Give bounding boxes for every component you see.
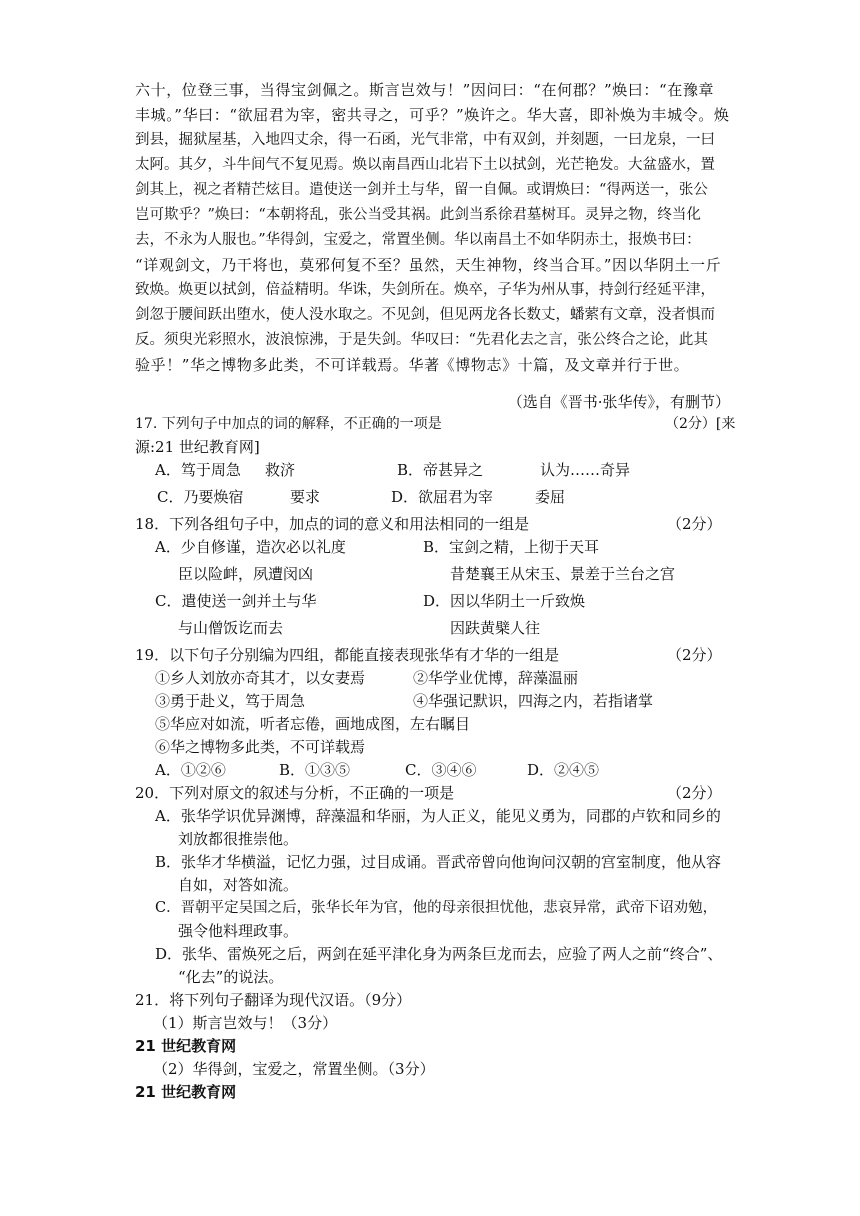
questions-section	[135, 413, 735, 1104]
q20-option-b: B．张华才华横溢，记忆力强，过目成诵。晋武帝曾向他询问汉朝的宫室制度，他从容	[155, 853, 722, 871]
passage-line: 六十，位登三事，当得宝剑佩之。斯言岂效与！”因问曰：“在何郡？”焕曰：“在豫章	[135, 81, 715, 99]
q18-option-c: C．遣使送一剑并土与华	[155, 592, 317, 610]
q18-option-a-line2: 臣以险衅，夙遭闵凶	[178, 565, 314, 583]
q20-points: （2分）	[667, 784, 722, 802]
q18-option-row	[135, 590, 735, 613]
q18-option-row	[135, 536, 735, 559]
watermark-text: 21 世纪教育网	[135, 1083, 237, 1101]
q17-option-d: D．欲屈君为宰	[391, 488, 494, 506]
q18-option-a: A．少自修谨，造次必以礼度	[155, 538, 346, 556]
q18-option-row	[135, 617, 735, 640]
passage-line: 到县，掘狱屋基，入地四丈余，得一石函，光气非常，中有双剑，并刻题，一曰龙泉，一曰	[135, 132, 715, 148]
passage-line: 剑忽于腰间跃出堕水，使人没水取之。不见剑，但见两龙各长数丈，蟠萦有文章，没者惧而	[135, 307, 715, 323]
passage-line: 致焕。焕更以拭剑，倍益精明。华诛，失剑所在。焕卒，子华为州从事，持剑行经延平津，	[135, 282, 715, 298]
passage-line: 剑其上，视之者精芒炫目。遣使送一剑并土与华，留一自佩。或谓焕曰：“得两送一，张公	[135, 182, 708, 198]
q17-points: （2分）[来	[665, 416, 736, 432]
passage-line: 验乎！”华之博物多此类，不可详载焉。华著《博物志》十篇，及文章并行于世。	[135, 356, 690, 374]
q20-option-b-cont: 自如，对答如流。	[178, 876, 299, 894]
q19-item-6: ⑥华之博物多此类，不可详载焉	[155, 738, 366, 756]
q19-choice-a: A．①②⑥	[155, 761, 226, 779]
q20-option-a-cont: 刘放都很推崇他。	[178, 830, 299, 848]
passage-line: 反。须臾光彩照水，波浪惊沸，于是失剑。华叹曰：“先君化去之言，张公终合之论，此其	[135, 332, 708, 348]
q17-option-a-meaning: 救济	[265, 461, 296, 479]
q17-option-d-meaning: 委屈	[535, 488, 566, 506]
q17-option-row	[135, 486, 735, 509]
passage-line: “详观剑文，乃干将也，莫邪何复不至？虽然，天生神物，终当合耳。”因以华阴土一斤	[135, 256, 722, 274]
passage-source: （选自《晋书·张华传》，有删节）	[507, 393, 730, 411]
q20-option-d: D．张华、雷焕死之后，两剑在延平津化身为两条巨龙而去，应验了两人之前“终合”、	[155, 945, 723, 963]
q19-choice-c: C．③④⑥	[405, 761, 477, 779]
q19-item-2: ②华学业优博，辞藻温丽	[413, 669, 579, 687]
q20-stem: 20．下列对原文的叙述与分析，不正确的一项是	[135, 784, 455, 802]
q19-points: （2分）	[667, 646, 722, 664]
q17-option-b: B．帝甚异之	[397, 461, 484, 479]
q17-option-b-meaning: 认为……奇异	[540, 461, 631, 479]
q17-stem: 17. 下列句子中加点的词的解释，不正确的一项是	[135, 416, 442, 432]
q18-option-d-line2: 因趺黄檗人往	[450, 619, 541, 637]
q18-option-row	[135, 563, 735, 586]
passage-line: 岂可欺乎？”焕曰：“本朝将乱，张公当受其祸。此剑当系徐君墓树耳。灵异之物，终当化	[135, 207, 701, 223]
q18-stem-line	[135, 513, 735, 536]
q17-option-a: A．笃于周急	[155, 461, 241, 479]
q21-sentence-2: （2）华得剑，宝爱之，常置坐侧。（3分）	[153, 1060, 435, 1078]
watermark-text: 21 世纪教育网	[135, 1037, 237, 1055]
q19-item-4: ④华强记默识，四海之内，若指诸掌	[413, 692, 654, 710]
q19-choice-d: D．②④⑤	[527, 761, 600, 779]
q18-option-d: D．因以华阴土一斤致焕	[423, 592, 586, 610]
q19-item-row	[135, 667, 735, 690]
q18-stem: 18．下列各组句子中，加点的词的意义和用法相同的一组是	[135, 515, 530, 533]
q20-option-a: A．张华学识优异渊博，辞藻温和华丽，为人正义，能见义勇为，同郡的卢钦和同乡的	[155, 807, 721, 825]
q17-stem-line	[135, 413, 735, 436]
q19-item-row	[135, 690, 735, 713]
q17-option-row	[135, 459, 735, 482]
q18-option-b-line2: 昔楚襄王从宋玉、景差于兰台之宫	[450, 565, 676, 583]
q19-item-3: ③勇于赴义，笃于周急	[155, 692, 306, 710]
q17-stem-cont: 源:21 世纪教育网]	[135, 438, 260, 456]
q17-option-c: C．乃要焕宿	[157, 488, 244, 506]
q19-stem-line	[135, 644, 735, 667]
q21-sentence-1: （1）斯言岂效与！（3分）	[153, 1014, 338, 1032]
passage-line: 太阿。其夕，斗牛间气不复见焉。焕以南昌西山北岩下土以拭剑，光芒艳发。大盆盛水，置	[135, 157, 715, 173]
q19-item-5: ⑤华应对如流，听者忘倦，画地成图，左右瞩目	[155, 715, 471, 733]
q20-option-c: C．晋朝平定吴国之后，张华长年为官，他的母亲很担忧他，悲哀异常，武帝下诏劝勉，	[155, 900, 718, 916]
q19-choice-b: B．①③⑤	[279, 761, 351, 779]
q19-choices-row	[135, 759, 735, 782]
passage-line: 去，不永为人服也。”华得剑，宝爱之，常置坐侧。华以南昌土不如华阴赤土，报焕书曰：	[135, 232, 701, 248]
q20-option-c-cont: 强令他料理政事。	[178, 922, 299, 940]
classical-passage	[135, 78, 730, 378]
q20-stem-line	[135, 782, 735, 805]
q20-option-d-cont: “化去”的说法。	[178, 968, 284, 986]
q17-option-c-meaning: 要求	[290, 488, 321, 506]
q18-option-c-line2: 与山僧饭讫而去	[178, 619, 284, 637]
q19-item-1: ①乡人刘放亦奇其才，以女妻焉	[155, 669, 366, 687]
q19-stem: 19．以下句子分别编为四组，都能直接表现张华有才华的一组是	[135, 646, 560, 664]
q21-stem: 21．将下列句子翻译为现代汉语。（9分）	[135, 991, 412, 1009]
passage-line: 丰城。”华曰：“欲屈君为宰，密共寻之，可乎？”焕许之。华大喜，即补焕为丰城令。焕	[135, 106, 730, 124]
q18-points: （2分）	[667, 515, 722, 533]
q18-option-b: B．宝剑之精，上彻于天耳	[423, 538, 600, 556]
